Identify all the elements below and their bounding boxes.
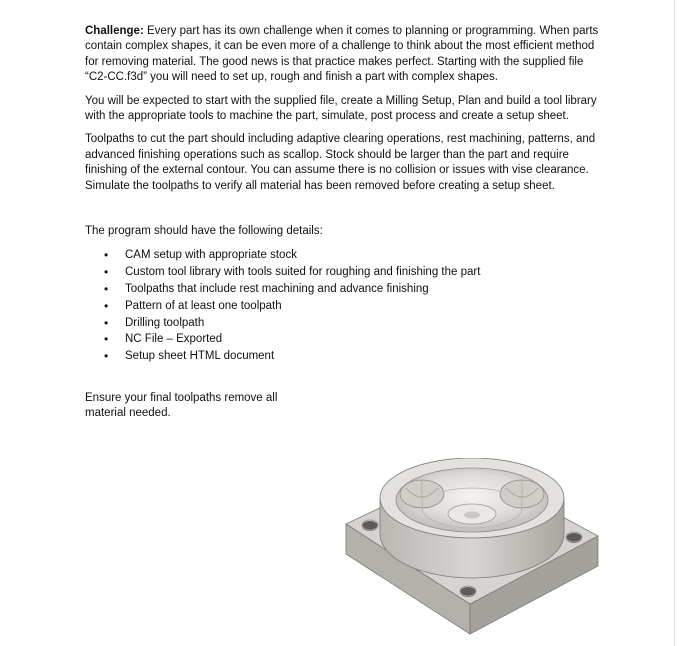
list-item: • Drilling toolpath	[104, 315, 605, 332]
list-item: • CAM setup with appropriate stock	[104, 247, 605, 264]
toolpaths-paragraph: Toolpaths to cut the part should including adaptive clearing operations, rest machining, patterns, and advanced finishing operations such as scallop. Stock should be larger than the part and require finishing of the external contour. You can assume there is no collision or issues with vise clearance. Simulate the toolpaths to verify all material has been removed before creating a setup sheet.	[85, 133, 596, 192]
list-item: • Setup sheet HTML document	[104, 348, 605, 365]
details-list	[85, 247, 605, 365]
challenge-text: Every part has its own challenge when it comes to planning or programming. When parts contain complex shapes, it can be even more of a challenge to think about the most efficient method for removing material. The good news is that practice makes perfect. Starting with the supplied file “C2-CC.f3d” you will need to set up, rough and finish a part with complex shapes.	[85, 25, 599, 84]
page-edge	[674, 0, 675, 646]
list-item: • Toolpaths that include rest machining and advance finishing	[104, 281, 605, 298]
details-intro: The program should have the following details:	[85, 225, 323, 238]
challenge-paragraph	[85, 24, 605, 86]
setup-paragraph: You will be expected to start with the supplied file, create a Milling Setup, Plan and build a tool library with the appropriate tools to machine the part, simulate, post process and create a setup sheet.	[85, 94, 597, 123]
machined-part-image	[340, 458, 605, 640]
document-body	[85, 24, 605, 430]
list-item: • Custom tool library with tools suited for roughing and finishing the part	[104, 264, 605, 281]
list-item: • Pattern of at least one toolpath	[104, 298, 605, 315]
closing-paragraph: Ensure your final toolpaths remove all material needed.	[85, 392, 278, 420]
challenge-label: Challenge:	[85, 25, 144, 37]
list-item: • NC File – Exported	[104, 331, 605, 348]
